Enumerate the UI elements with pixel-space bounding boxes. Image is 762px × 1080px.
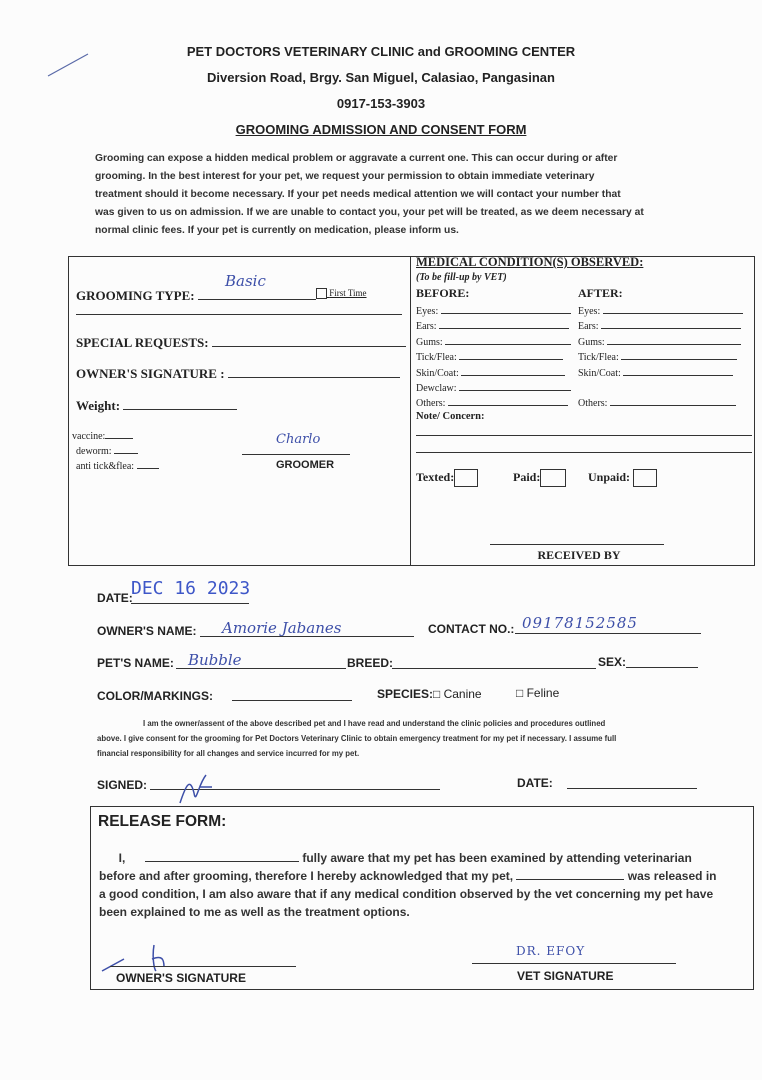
deworm-field[interactable]	[114, 444, 138, 454]
paid-row	[513, 469, 566, 487]
release-owner-signature-line[interactable]	[110, 966, 296, 967]
first-time-checkbox[interactable]	[316, 288, 327, 299]
before-skin-field[interactable]	[461, 367, 565, 376]
owner-signature-row	[76, 364, 400, 382]
form-title: GROOMING ADMISSION AND CONSENT FORM	[235, 122, 527, 137]
special-requests-label: SPECIAL REQUESTS:	[76, 335, 209, 350]
after-row: Others:	[578, 396, 743, 411]
before-row: Eyes:	[416, 304, 571, 319]
clinic-address: Diversion Road, Brgy. San Miguel, Calasiao, Pangasinan	[207, 70, 555, 85]
release-line: been explained to me as well as the treatment options.	[99, 905, 410, 919]
before-list	[416, 304, 571, 412]
before-row: Others:	[416, 396, 571, 411]
consent-line: I am the owner/assent of the above described pet and I have read and understand the clinic policies and procedures outlined	[143, 719, 606, 728]
vet-signature-line[interactable]	[472, 963, 676, 964]
sex-field[interactable]	[626, 667, 698, 668]
intro-paragraph	[95, 150, 715, 240]
release-owner-signature-label: OWNER'S SIGNATURE	[116, 971, 246, 985]
after-others-field[interactable]	[610, 397, 736, 406]
release-paragraph	[99, 849, 749, 921]
first-time-label: First Time	[329, 288, 367, 298]
unpaid-label: Unpaid:	[588, 469, 631, 484]
after-eyes-field[interactable]	[603, 305, 743, 314]
after-row: Skin/Coat:	[578, 366, 743, 381]
release-pet-field[interactable]	[516, 869, 624, 880]
consent-line: above. I give consent for the grooming for Pet Doctors Veterinary Clinic to obtain emergency treatment for my pet if necessary. I assume full	[97, 734, 617, 743]
deworm-label: deworm:	[76, 446, 112, 457]
before-row: Gums:	[416, 335, 571, 350]
intro-line: grooming. In the best interest for your pet, we request your permission to obtain immediate veterinary	[95, 171, 595, 182]
unpaid-checkbox[interactable]	[633, 469, 657, 487]
unpaid-row	[588, 469, 657, 487]
species-feline-option[interactable]: □ Feline	[516, 686, 560, 700]
texted-checkbox[interactable]	[454, 469, 478, 487]
color-label: COLOR/MARKINGS:	[97, 689, 213, 703]
pet-name-field[interactable]	[176, 668, 346, 669]
received-by-line[interactable]	[490, 544, 664, 545]
date2-label: DATE:	[517, 776, 553, 790]
paid-label: Paid:	[513, 469, 541, 484]
release-line: a good condition, I am also aware that if any medical condition observed by the vet concerning my pet have	[99, 887, 714, 901]
deworm-row	[76, 444, 138, 457]
pet-name-label: PET'S NAME:	[97, 656, 174, 670]
after-tick-field[interactable]	[621, 351, 737, 360]
date-label: DATE:	[97, 591, 133, 605]
pen-mark	[44, 48, 94, 82]
anti-tick-row	[76, 459, 159, 472]
before-ears-field[interactable]	[439, 320, 569, 329]
groomer-line	[242, 454, 350, 455]
anti-tick-label: anti tick&flea:	[76, 461, 135, 472]
contact-field[interactable]	[515, 633, 701, 634]
sex-label: SEX:	[598, 655, 627, 669]
before-tick-field[interactable]	[459, 351, 563, 360]
grooming-type-label: GROOMING TYPE:	[76, 288, 195, 303]
release-title: RELEASE FORM:	[98, 813, 227, 830]
before-gums-field[interactable]	[445, 336, 571, 345]
intro-line: Grooming can expose a hidden medical problem or aggravate a current one. This can occur during or after	[95, 153, 618, 164]
before-label: BEFORE:	[416, 286, 470, 300]
after-row: Eyes:	[578, 304, 743, 319]
after-row: Ears:	[578, 319, 743, 334]
grooming-type-value: Basic	[225, 272, 266, 290]
clinic-name: PET DOCTORS VETERINARY CLINIC and GROOMING CENTER	[186, 44, 576, 59]
after-gums-field[interactable]	[607, 336, 741, 345]
before-row: Skin/Coat:	[416, 366, 571, 381]
vaccine-label: vaccine:	[72, 431, 106, 442]
after-ears-field[interactable]	[601, 320, 741, 329]
note-line-1[interactable]	[416, 435, 752, 436]
owner-name-field[interactable]	[200, 636, 414, 637]
species-canine-option[interactable]: □ Canine	[433, 687, 482, 701]
after-row	[578, 381, 743, 396]
date-field[interactable]	[131, 603, 249, 604]
medical-subtitle: (To be fill-up by VET)	[416, 272, 507, 283]
before-others-field[interactable]	[448, 397, 568, 406]
after-skin-field[interactable]	[623, 367, 733, 376]
vet-signature-label: VET SIGNATURE	[517, 969, 614, 983]
before-eyes-field[interactable]	[441, 305, 571, 314]
medical-title: MEDICAL CONDITION(S) OBSERVED:	[416, 255, 644, 269]
color-field[interactable]	[232, 700, 352, 701]
before-dewclaw-field[interactable]	[459, 382, 571, 391]
clinic-phone: 0917-153-3903	[336, 96, 426, 111]
special-requests-row	[76, 333, 406, 351]
texted-row	[416, 469, 478, 487]
groomer-label: GROOMER	[275, 459, 335, 471]
groomer-signature: Charlo	[276, 432, 321, 447]
after-row: Gums:	[578, 335, 743, 350]
after-list	[578, 304, 743, 412]
special-requests-field[interactable]	[212, 333, 406, 347]
weight-label: Weight:	[76, 398, 121, 413]
owner-name-value: Amorie Jabanes	[222, 619, 342, 637]
date2-field[interactable]	[567, 788, 697, 789]
vet-signature-value: DR. EFOY	[516, 944, 586, 958]
intro-line: treatment should it become necessary. If your pet needs medical attention we will contact your number that	[95, 189, 621, 200]
after-label: AFTER:	[578, 286, 623, 300]
owner-signature-label: OWNER'S SIGNATURE :	[76, 366, 225, 381]
pet-name-value: Bubble	[188, 651, 242, 669]
weight-field[interactable]	[123, 396, 237, 410]
after-row: Tick/Flea:	[578, 350, 743, 365]
release-line: I, fully aware that my pet has been examined by attending veterinarian	[118, 851, 692, 865]
release-line: before and after grooming, therefore I hereby acknowledged that my pet, was released in	[99, 869, 717, 883]
grooming-type-row	[76, 286, 316, 304]
consent-line: financial responsibility for all changes and service incurred for my pet.	[97, 749, 360, 758]
release-name-field[interactable]	[145, 851, 299, 862]
breed-label: BREED:	[347, 656, 394, 670]
note-label: Note/ Concern:	[416, 411, 485, 422]
vaccine-field[interactable]	[105, 429, 133, 439]
date-value: DEC 16 2023	[131, 578, 251, 599]
species-label: SPECIES:	[377, 687, 434, 701]
before-row: Dewclaw:	[416, 381, 571, 396]
intro-line: normal clinic fees. If your pet is currently on medication, please inform us.	[95, 225, 459, 236]
first-time-row	[316, 288, 367, 299]
note-line-2[interactable]	[416, 452, 752, 453]
intro-line: was given to us on admission. If we are unable to contact you, your pet will be treated, as we deem necessary at	[95, 207, 644, 218]
weight-row	[76, 396, 237, 414]
signed-label: SIGNED:	[97, 778, 148, 792]
breed-field[interactable]	[392, 668, 596, 669]
before-row: Tick/Flea:	[416, 350, 571, 365]
paid-checkbox[interactable]	[540, 469, 566, 487]
owner-name-label: OWNER'S NAME:	[97, 624, 197, 638]
consent-paragraph	[97, 716, 707, 761]
before-row: Ears:	[416, 319, 571, 334]
vaccine-row	[72, 429, 133, 442]
owner-signature-scribble	[150, 765, 230, 810]
anti-tick-field[interactable]	[137, 459, 159, 469]
owner-signature-field[interactable]	[228, 364, 400, 378]
contact-label: CONTACT NO.:	[428, 622, 515, 636]
texted-label: Texted:	[416, 469, 455, 484]
received-by-label: RECEIVED BY	[537, 548, 621, 562]
contact-value: 09178152585	[522, 614, 638, 632]
grooming-extra-line	[76, 314, 402, 315]
